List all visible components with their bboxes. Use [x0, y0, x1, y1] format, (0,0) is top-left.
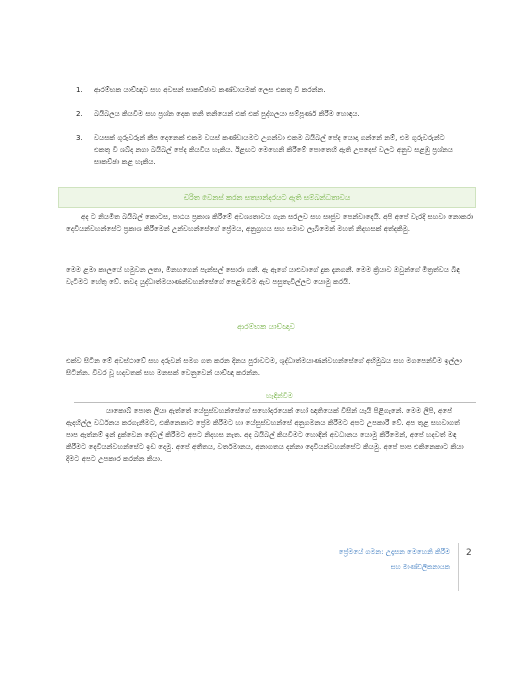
section-heading-opening-prayer: ආරම්භක යාච්ඥාව [237, 322, 295, 331]
instruction-list [76, 84, 456, 180]
banner-title: චරිත වෙනස් කරන සත්‍යාන්දරයට ඇති සම්බන්ධතාවය [183, 192, 351, 202]
list-number: 1. [76, 85, 83, 94]
divider [74, 402, 476, 403]
list-item [76, 132, 456, 168]
list-item [76, 108, 456, 120]
list-item [76, 84, 456, 96]
paragraph-introduction: යාකොබ් පොත ලියා ඇත්තේ යේසුස්වහන්සේගේ සහෝදරයෙක් හෝ ඥාතියෙක් විසින් යැයි පිළිගැනේ. මෙම ලිපි, අපේ ඇදහිල්ල වර්ධනය කරගැනීමට, එකිනෙකාට ප්‍රේම කිරීමට හා යේසුස්වහන්සේ අනුගමනය කිරීමට අපට උපකාරී වේ. අප තුළ සහවාගත් පාප ඇත්නම් ඉන් දුක්වෙන දේවල් කිරීමට අපට නිදහස නැත. අද බයිබල් කියවීමට හොඳින් අවධානය යොමු කිරීමෙන්, අපේ හදවත් මඳ කිරීමට දෙවියන්වහන්සේට ඉඩ දෙමු. අපේ අතීතය, වර්තමානය, අනාගතය දන්නා දෙවියන්වහන්සේට කියමු. අපේ පාප එකිනෙකාට කියා දීමට අපට උපකාර කරන්න කියා. [66, 406, 464, 463]
footer-divider [458, 543, 459, 591]
subheading-introduction: හැඳින්වීම [266, 392, 293, 400]
page-number: 2 [466, 548, 472, 558]
list-number: 3. [76, 133, 83, 142]
paragraph-story: මෙම ළමා කාලයේ හමුවන ලතා, මිනහගෙන් පැන්සල් සොරා ගනී. ඇ ඇගේ යාළුවාගේ දුක දැනගනී. මෙම ක්‍රියාව ඔවුන්ගේ මිත්‍රත්වය බිඳ වැටීමට හේතු වේ. තවද යුද්ධාත්මයාණන්වහන්සේගේ පෙළඹවීම ඇව පසුතැවිල්ලට යොමු කරයි. [66, 265, 460, 286]
list-text: වයසක් ගුරුවරුන් කීප දෙනෙක් එකම වයස් කණ්ඩායමට උගන්වා එකම බයිබල් පේද යොදා ගන්නේ නම්, එම ගුරුවරුන්ට එකතු වී ශබ්ද නගා බයිබල් පේද කියවිය හැකිය. ඊළඟට මෙහෙනි කිරීමේ පොතෙහි ඇති උපදෙස් වලට අනුව සළඹු ප්‍රශ්නය සාකච්ඡා කළ හැකිය. [94, 133, 454, 166]
list-text: ආරම්භක යාච්ඥාව සහ අවසන් සාකච්ඡාව කණ්ඩායමක් ලෙස එකතු වී කරන්න. [94, 85, 326, 94]
paragraph-prayer: එක්ව සිටින මේ අවස්ථාවේ සහ දරුවන් සමග ගත කරන දිනය පුරාවටම, ශුද්ධාත්මයාණන්වහන්සේගේ අභිමුඛය සහ මගපෙන්වීම ඉල්ලා සිටින්න. විවර වූ හදවතක් සහ මනසක් වෙනුවෙන් යාච්ඥා කරන්න. [66, 356, 462, 377]
footer-title: ප්‍රේමයේ ගමන: උදෑසන මෙහෙනි කිරීම [338, 548, 450, 556]
footer-subtitle: සහ මාණ්ඩලිකනායක [390, 563, 450, 571]
paragraph-bible-passage: අද ට නියමිත බයිබල් කොටස, පාඨය ප්‍රකාශ කිරීමේ අවශ්‍යතාවය ගැන සරලව සහ සෘජුව පෙන්වාදෙයි. අපි අපේ වැරදි සහවා නොකරා දෙවියන්වහන්සේට ප්‍රකාශ කිරීමෙන් උන්වහන්සේගේ ප්‍රේමය, අනුග්‍රහය සහ සමාව ලැබීමෙන් මහත් නිදහසක් අත්දකිමු. [66, 212, 474, 233]
list-text: බයිබලය කියවීම සහ ප්‍රශ්න දෙක තනි තනියෙන් එක් එක් පුද්ගලයා සම්පූර්ණ කිරීම හොඳය. [94, 109, 360, 118]
page-footer [250, 548, 450, 572]
list-number: 2. [76, 109, 83, 118]
section-banner [58, 187, 476, 208]
